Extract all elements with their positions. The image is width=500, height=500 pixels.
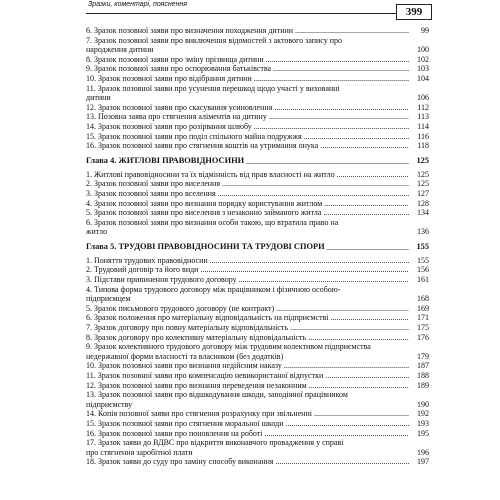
toc-entry	[86, 189, 429, 199]
toc-entry-title: дитини	[86, 93, 111, 103]
toc-entry-title: 15. Зразок позовної заяви про стягнення моральної шкоди .....	[86, 419, 409, 429]
toc-entry-title: 4. Зразок позовної заяви про визнання порядку користування житлом .....	[86, 199, 409, 209]
toc-page-number: 104	[417, 73, 429, 83]
toc-page-number: 134	[417, 208, 429, 218]
toc-page-number: 155	[416, 241, 429, 251]
toc-entry	[86, 342, 429, 352]
toc-entry-title: 2. Трудовий договір та його види .....	[86, 265, 409, 275]
toc-entry-title: 6. Зразок положення про матеріальну відповідальність на підприємстві .....	[86, 313, 409, 323]
toc-entry	[86, 179, 429, 189]
toc-entry-title: 14. Зразок позовної заяви про розірвання шлюбу .....	[86, 122, 409, 132]
toc-entry	[86, 36, 429, 46]
toc-entry-title: 17. Зразок заяви до ВДВС про відкриття виконавчого провадження у справі	[86, 438, 344, 448]
toc-entry-title: 6. Зразок позовної заяви про визнання особи такою, що втратила право на	[86, 217, 339, 227]
toc-entry	[86, 457, 429, 467]
toc-page-number: 116	[417, 131, 429, 141]
toc-page-number: 128	[417, 198, 429, 208]
toc-entry-title: 13. Зразок позовної заяви про відшкодування шкоди, заподіяної працівником	[86, 390, 348, 400]
toc-entry-title: 6. Зразок позовної заяви про визначення походження дитини .....	[86, 26, 409, 36]
toc-entry	[86, 227, 429, 237]
toc-entry	[86, 265, 429, 275]
toc-entry-title: 5. Зразок позовної заяви про виселення з незаконно займаного житла .....	[86, 208, 409, 218]
toc-page-number: 125	[417, 169, 429, 179]
toc-page-number: 155	[417, 255, 429, 265]
toc-entry-title: 1. Поняття трудових правовідносин .....	[86, 256, 409, 266]
toc-entry-title: 16. Зразок позовної заяви про стягнення коштів на утримання онука .....	[86, 141, 409, 151]
toc-entry	[86, 93, 429, 103]
toc-page-number: 103	[417, 64, 429, 74]
toc-page-number: 188	[417, 371, 429, 380]
toc-entry-title: 8. Зразок договору про колективну матеріальну відповідальність .....	[86, 333, 409, 343]
toc-entry	[86, 333, 429, 343]
toc-page-number: 156	[417, 265, 429, 275]
toc-page-number: 193	[417, 418, 429, 428]
toc-entry-title: підприємцем	[86, 294, 131, 304]
toc-page-number: 187	[417, 361, 429, 371]
toc-entry-title: 10. Зразок позовної заяви про відібрання дитини .....	[86, 74, 409, 84]
toc-entry	[86, 294, 429, 304]
toc-page-number: 169	[417, 303, 429, 313]
toc-entry-title: 15. Зразок позовної заяви про поділ спільного майна подружжя .....	[86, 132, 409, 142]
toc-page-number: 112	[417, 102, 429, 112]
toc-entry	[86, 45, 429, 55]
toc-page-number: 192	[417, 409, 429, 419]
toc-entry	[86, 103, 429, 113]
toc-entry-title: 11. Зразок позовної заяви про компенсацію невикористаної відпустки .....	[86, 371, 409, 381]
toc-entry	[86, 199, 429, 209]
toc-entry	[86, 304, 429, 314]
toc-page-number: 136	[417, 227, 429, 237]
toc-page-number: 100	[417, 45, 429, 55]
toc-entry-title: 8. Зразок позовної заяви про зміну прізвища дитини .....	[86, 55, 409, 65]
toc-entry	[86, 55, 429, 65]
toc-entry-title: 5. Зразок письмового трудового договору (не контракт) .....	[86, 304, 409, 314]
toc-page-number: 125	[416, 155, 429, 165]
toc-page-number: 176	[417, 332, 429, 342]
toc-entry-title: Глава 4. ЖИТЛОВІ ПРАВОВІДНОСИНИ _____	[86, 155, 409, 167]
page-number: 399	[396, 4, 432, 20]
toc-entry	[86, 419, 429, 429]
toc-page-number: 175	[417, 323, 429, 333]
toc-page-number: 102	[417, 54, 429, 64]
toc-entry-title: народження дитини	[86, 45, 154, 55]
toc-entry	[86, 112, 429, 122]
table-of-contents	[86, 26, 429, 467]
toc-page-number: 196	[417, 447, 429, 457]
toc-entry	[86, 26, 429, 36]
toc-entry	[86, 429, 429, 439]
toc-entry-title: 2. Зразок позовної заяви про виселення .....	[86, 179, 409, 189]
toc-entry	[86, 132, 429, 142]
toc-entry	[86, 218, 429, 228]
toc-chapter-heading	[86, 241, 429, 253]
toc-entry	[86, 285, 429, 295]
toc-entry	[86, 84, 429, 94]
toc-entry-title: 3. Підстави припинення трудового договору .....	[86, 275, 409, 285]
toc-chapter-heading	[86, 155, 429, 167]
toc-page-number: 99	[421, 26, 429, 35]
toc-page-number: 114	[417, 121, 429, 131]
toc-entry-title: Глава 5. ТРУДОВІ ПРАВОВІДНОСИНИ ТА ТРУДОВІ СПОРИ _____	[86, 241, 409, 253]
toc-entry	[86, 122, 429, 132]
toc-entry	[86, 74, 429, 84]
running-header	[86, 0, 430, 14]
toc-page-number: 171	[417, 313, 429, 323]
toc-entry	[86, 371, 429, 381]
toc-entry-title: 9. Зразок позовної заяви про оспорювання батьківства .....	[86, 64, 409, 74]
toc-entry-title: 1. Житлові правовідносини та їх відмінність від прав власності на житло .....	[86, 170, 409, 180]
toc-entry	[86, 381, 429, 391]
toc-page-number: 168	[417, 294, 429, 304]
toc-entry	[86, 170, 429, 180]
toc-entry	[86, 208, 429, 218]
toc-entry-title: 12. Зразок позовної заяви про скасування усиновлення .....	[86, 103, 409, 113]
toc-entry-title: 13. Позовна заява про стягнення аліментів на дитину .....	[86, 112, 409, 122]
toc-entry-title: 14. Копія позовної заяви про стягнення розрахунку при звільненні .....	[86, 409, 409, 419]
toc-page-number: 127	[417, 188, 429, 198]
toc-entry	[86, 141, 429, 151]
toc-entry	[86, 352, 429, 362]
toc-entry	[86, 400, 429, 410]
toc-entry	[86, 361, 429, 371]
toc-entry-title: 16. Зразок позовної заяви про поновлення на роботі .....	[86, 429, 409, 439]
toc-page-number: 106	[417, 93, 429, 103]
toc-entry	[86, 448, 429, 458]
toc-page-number: 189	[417, 380, 429, 390]
toc-entry	[86, 64, 429, 74]
toc-page-number: 197	[417, 457, 429, 467]
toc-entry	[86, 438, 429, 448]
toc-page-number: 195	[417, 428, 429, 438]
toc-page-number: 161	[417, 275, 429, 285]
running-title: Зразки, коментарі, пояснення	[88, 1, 188, 8]
toc-entry-title: 7. Зразок позовної заяви про виключення відомостей з актового запису про	[86, 35, 343, 45]
toc-entry	[86, 313, 429, 323]
toc-entry-title: 18. Зразок заяви до суду про заміну способу виконання .....	[86, 457, 409, 467]
toc-entry	[86, 409, 429, 419]
toc-entry-title: 10. Зразок позовної заяви про визнання недійсним наказу .....	[86, 361, 409, 371]
toc-entry	[86, 323, 429, 333]
toc-entry-title: про стягнення заробітної плати	[86, 447, 193, 457]
toc-entry-title: 4. Типова форма трудового договору між працівником і фізичною особою-	[86, 284, 341, 294]
toc-page-number: 113	[417, 112, 429, 122]
toc-entry-title: 7. Зразок договору про повну матеріальну відповідальність .....	[86, 323, 409, 333]
toc-entry-title: недержавної форми власності та власником (без додатків)	[86, 351, 284, 361]
toc-page-number: 179	[417, 351, 429, 361]
toc-entry	[86, 275, 429, 285]
toc-page-number: 190	[417, 399, 429, 409]
toc-page-number: 118	[417, 141, 429, 151]
toc-page-number: 125	[417, 179, 429, 189]
toc-entry-title: підприємству	[86, 399, 133, 409]
toc-entry	[86, 390, 429, 400]
toc-entry-title: 12. Зразок позовної заяви про визнання переведення незаконним .....	[86, 381, 409, 391]
toc-entry-title: 9. Зразок колективного трудового договору між трудовим колективом підприємства	[86, 342, 371, 352]
toc-entry-title: 11. Зразок позовної заяви про усунення перешкод щодо участі у вихованні	[86, 83, 340, 93]
toc-entry-title: житло	[86, 227, 108, 237]
toc-entry-title: 3. Зразок позовної заяви про вселення .....	[86, 189, 409, 199]
toc-entry	[86, 256, 429, 266]
